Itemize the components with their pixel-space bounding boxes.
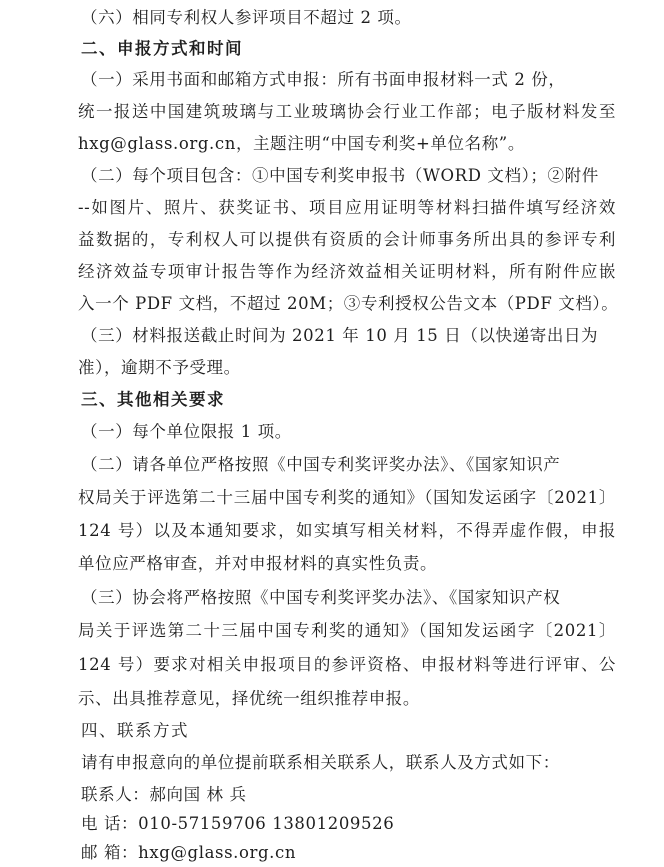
contact-email-line: 邮 箱：hxg@glass.org.cn	[81, 843, 297, 862]
paragraph-text-line: 入一个 PDF 文档，不超过 20M；③专利授权公告文本（PDF 文档）。	[78, 294, 619, 313]
paragraph-text-line: （二）请各单位严格按照《中国专利奖评奖办法》、《国家知识产	[81, 455, 561, 474]
paragraph-text-line: 请有申报意向的单位提前联系相关联系人，联系人及方式如下：	[81, 753, 560, 772]
paragraph-text-line: --如图片、照片、获奖证书、项目应用证明等材料扫描件填写经济效	[78, 198, 616, 217]
paragraph-text-line: 权局关于评选第二十三届中国专利奖的通知》（国知发运函字〔2021〕	[78, 488, 616, 507]
paragraph-text-line: （一）每个单位限报 1 项。	[81, 422, 292, 441]
paragraph-text-line: 经济效益专项审计报告等作为经济效益相关证明材料，所有附件应嵌	[78, 262, 616, 281]
paragraph-text-line: 局关于评选第二十三届中国专利奖的通知》（国知发运函字〔2021〕	[78, 621, 616, 640]
section-two-heading: 二、申报方式和时间	[81, 39, 243, 58]
paragraph-text-line: （三）协会将严格按照《中国专利奖评奖办法》、《国家知识产权	[81, 588, 561, 607]
paragraph-text-line: （二）每个项目包含：①中国专利奖申报书（WORD 文档）；②附件	[81, 166, 599, 185]
paragraph-text-line: 124 号）要求对相关申报项目的参评资格、申报材料等进行评审、公	[78, 655, 616, 674]
contact-phone-line: 电 话：010-57159706 13801209526	[81, 814, 395, 833]
section-four-heading: 四、联系方式	[81, 721, 189, 740]
paragraph-text-line: 益数据的，专利权人可以提供有资质的会计师事务所出具的参评专利	[78, 230, 616, 249]
paragraph-text-line: 示、出具推荐意见，择优统一组织推荐申报。	[78, 689, 420, 708]
section-three-heading: 三、其他相关要求	[81, 390, 225, 409]
paragraph-text-line: 单位应严格审查，并对申报材料的真实性负责。	[78, 554, 438, 573]
contact-person-line: 联系人：郝向国 林 兵	[81, 785, 247, 804]
item-six-line: （六）相同专利权人参评项目不超过 2 项。	[81, 8, 412, 27]
paragraph-text-line: 统一报送中国建筑玻璃与工业玻璃协会行业工作部；电子版材料发至	[78, 102, 616, 121]
paragraph-text-line: （一）采用书面和邮箱方式申报：所有书面申报材料一式 2 份，	[81, 70, 566, 89]
paragraph-text-line: （三）材料报送截止时间为 2021 年 10 月 15 日（以快递寄出日为	[81, 326, 599, 345]
paragraph-text-line: hxg@glass.org.cn，主题注明“中国专利奖+单位名称”。	[78, 134, 525, 153]
paragraph-text-line: 124 号）以及本通知要求，如实填写相关材料，不得弄虚作假，申报	[78, 521, 616, 540]
paragraph-text-line: 准），逾期不予受理。	[78, 358, 241, 377]
